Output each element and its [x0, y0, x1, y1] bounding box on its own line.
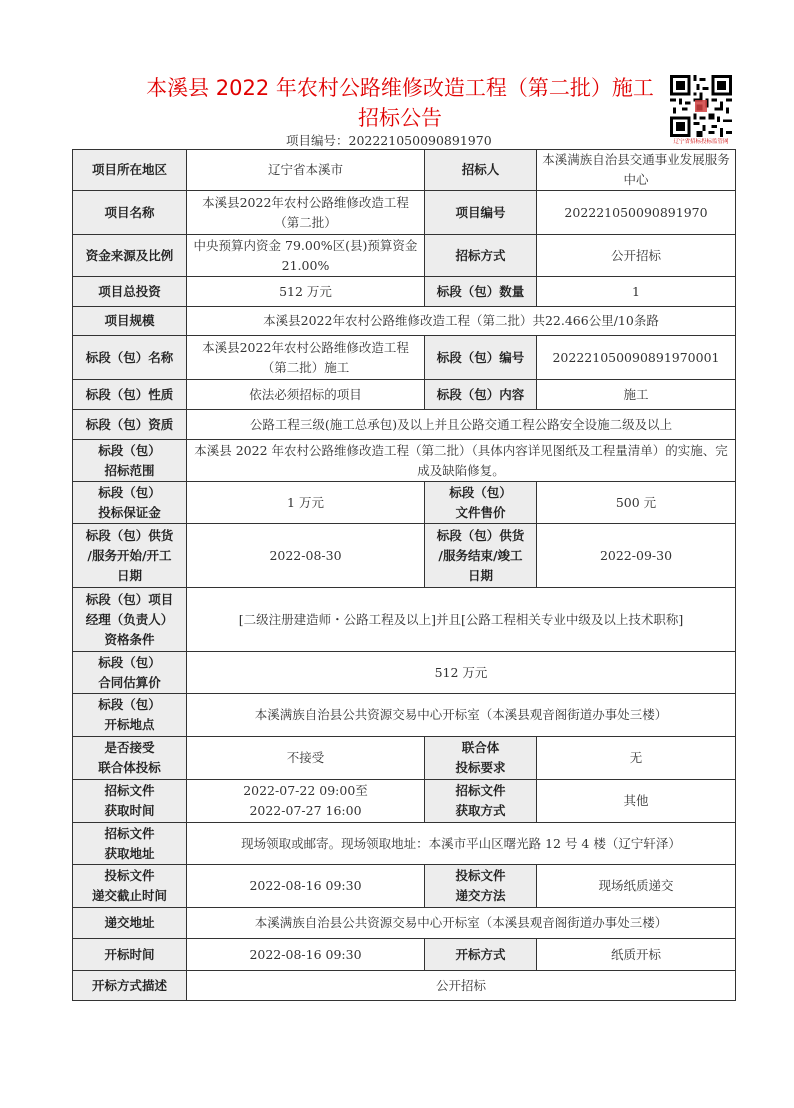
tender-info-table [72, 149, 736, 1001]
table-row [73, 380, 736, 410]
table-row [73, 482, 736, 524]
value-doc-obtain-method: 其他 [537, 780, 736, 823]
value-contract-estimate: 512 万元 [187, 652, 736, 694]
table-row [73, 694, 736, 737]
label-consortium-requirement: 联合体 投标要求 [425, 737, 537, 780]
table-row [73, 823, 736, 865]
value-funding-source: 中央预算内资金 79.00%区(县)预算资金 21.00% [187, 235, 425, 277]
table-row [73, 865, 736, 908]
value-section-nature: 依法必须招标的项目 [187, 380, 425, 410]
label-bid-bond: 标段（包） 投标保证金 [73, 482, 187, 524]
value-accept-consortium: 不接受 [187, 737, 425, 780]
qr-code-icon [669, 75, 733, 137]
value-opening-time: 2022-08-16 09:30 [187, 939, 425, 971]
label-accept-consortium: 是否接受 联合体投标 [73, 737, 187, 780]
label-project-name: 项目名称 [73, 191, 187, 235]
value-opening-location: 本溪满族自治县公共资源交易中心开标室（本溪县观音阁街道办事处三楼） [187, 694, 736, 737]
table-row [73, 908, 736, 939]
label-manager-qualification: 标段（包）项目 经理（负责人） 资格条件 [73, 588, 187, 652]
label-section-name: 标段（包）名称 [73, 336, 187, 380]
value-project-number: 202221050090891970 [537, 191, 736, 235]
label-project-scale: 项目规模 [73, 307, 187, 336]
notice-title-line2: 招标公告 [358, 106, 442, 130]
label-section-content: 标段（包）内容 [425, 380, 537, 410]
value-section-name: 本溪县2022年农村公路维修改造工程（第二批）施工 [187, 336, 425, 380]
value-submit-address: 本溪满族自治县公共资源交易中心开标室（本溪县观音阁街道办事处三楼） [187, 908, 736, 939]
table-row [73, 277, 736, 307]
value-tender-scope: 本溪县 2022 年农村公路维修改造工程（第二批）（具体内容详见图纸及工程量清单）的实施、完成及缺陷修复。 [187, 440, 736, 482]
label-tenderer: 招标人 [425, 150, 537, 191]
table-row [73, 652, 736, 694]
label-project-region: 项目所在地区 [73, 150, 187, 191]
label-section-count: 标段（包）数量 [425, 277, 537, 307]
value-section-content: 施工 [537, 380, 736, 410]
value-consortium-requirement: 无 [537, 737, 736, 780]
table-row [73, 737, 736, 780]
label-section-nature: 标段（包）性质 [73, 380, 187, 410]
value-section-qualification: 公路工程三级(施工总承包)及以上并且公路交通工程公路安全设施二级及以上 [187, 410, 736, 440]
label-opening-method: 开标方式 [425, 939, 537, 971]
label-bid-submit-method: 投标文件 递交方法 [425, 865, 537, 908]
table-row [73, 235, 736, 277]
table-row [73, 191, 736, 235]
table-row [73, 780, 736, 823]
value-tenderer: 本溪满族自治县交通事业发展服务中心 [537, 150, 736, 191]
project-number-line: 项目编号：202221050090891970 [286, 133, 492, 148]
value-end-date: 2022-09-30 [537, 524, 736, 588]
value-document-price: 500 元 [537, 482, 736, 524]
label-submit-address: 递交地址 [73, 908, 187, 939]
label-project-number: 项目编号 [425, 191, 537, 235]
label-opening-time: 开标时间 [73, 939, 187, 971]
table-row [73, 524, 736, 588]
table-row [73, 939, 736, 971]
table-row [73, 971, 736, 1001]
table-row [73, 588, 736, 652]
qr-caption: 辽宁省招标投标监管网 [673, 139, 729, 145]
value-bid-submit-method: 现场纸质递交 [537, 865, 736, 908]
value-section-count: 1 [537, 277, 736, 307]
label-opening-location: 标段（包） 开标地点 [73, 694, 187, 737]
label-bid-deadline: 投标文件 递交截止时间 [73, 865, 187, 908]
value-project-name: 本溪县2022年农村公路维修改造工程（第二批） [187, 191, 425, 235]
label-doc-obtain-time: 招标文件 获取时间 [73, 780, 187, 823]
value-tender-method: 公开招标 [537, 235, 736, 277]
label-doc-obtain-address: 招标文件 获取地址 [73, 823, 187, 865]
value-total-investment: 512 万元 [187, 277, 425, 307]
value-project-region: 辽宁省本溪市 [187, 150, 425, 191]
label-total-investment: 项目总投资 [73, 277, 187, 307]
table-row [73, 307, 736, 336]
value-manager-qualification: [二级注册建造师・公路工程及以上]并且[公路工程相关专业中级及以上技术职称] [187, 588, 736, 652]
value-doc-obtain-time: 2022-07-22 09:00至 2022-07-27 16:00 [187, 780, 425, 823]
label-tender-method: 招标方式 [425, 235, 537, 277]
value-bid-bond: 1 万元 [187, 482, 425, 524]
table-row [73, 440, 736, 482]
label-opening-method-desc: 开标方式描述 [73, 971, 187, 1001]
label-doc-obtain-method: 招标文件 获取方式 [425, 780, 537, 823]
label-end-date: 标段（包）供货 /服务结束/竣工 日期 [425, 524, 537, 588]
label-start-date: 标段（包）供货 /服务开始/开工 日期 [73, 524, 187, 588]
table-row [73, 410, 736, 440]
value-opening-method-desc: 公开招标 [187, 971, 736, 1001]
label-section-qualification: 标段（包）资质 [73, 410, 187, 440]
table-row [73, 336, 736, 380]
label-document-price: 标段（包） 文件售价 [425, 482, 537, 524]
value-project-scale: 本溪县2022年农村公路维修改造工程（第二批）共22.466公里/10条路 [187, 307, 736, 336]
value-start-date: 2022-08-30 [187, 524, 425, 588]
label-section-number: 标段（包）编号 [425, 336, 537, 380]
value-bid-deadline: 2022-08-16 09:30 [187, 865, 425, 908]
label-contract-estimate: 标段（包） 合同估算价 [73, 652, 187, 694]
notice-title-line1: 本溪县 2022 年农村公路维修改造工程（第二批）施工 [146, 76, 654, 100]
table-row [73, 150, 736, 191]
value-doc-obtain-address: 现场领取或邮寄。现场领取地址：本溪市平山区曙光路 12 号 4 楼（辽宁轩泽） [187, 823, 736, 865]
value-section-number: 202221050090891970001 [537, 336, 736, 380]
label-funding-source: 资金来源及比例 [73, 235, 187, 277]
value-opening-method: 纸质开标 [537, 939, 736, 971]
label-tender-scope: 标段（包） 招标范围 [73, 440, 187, 482]
